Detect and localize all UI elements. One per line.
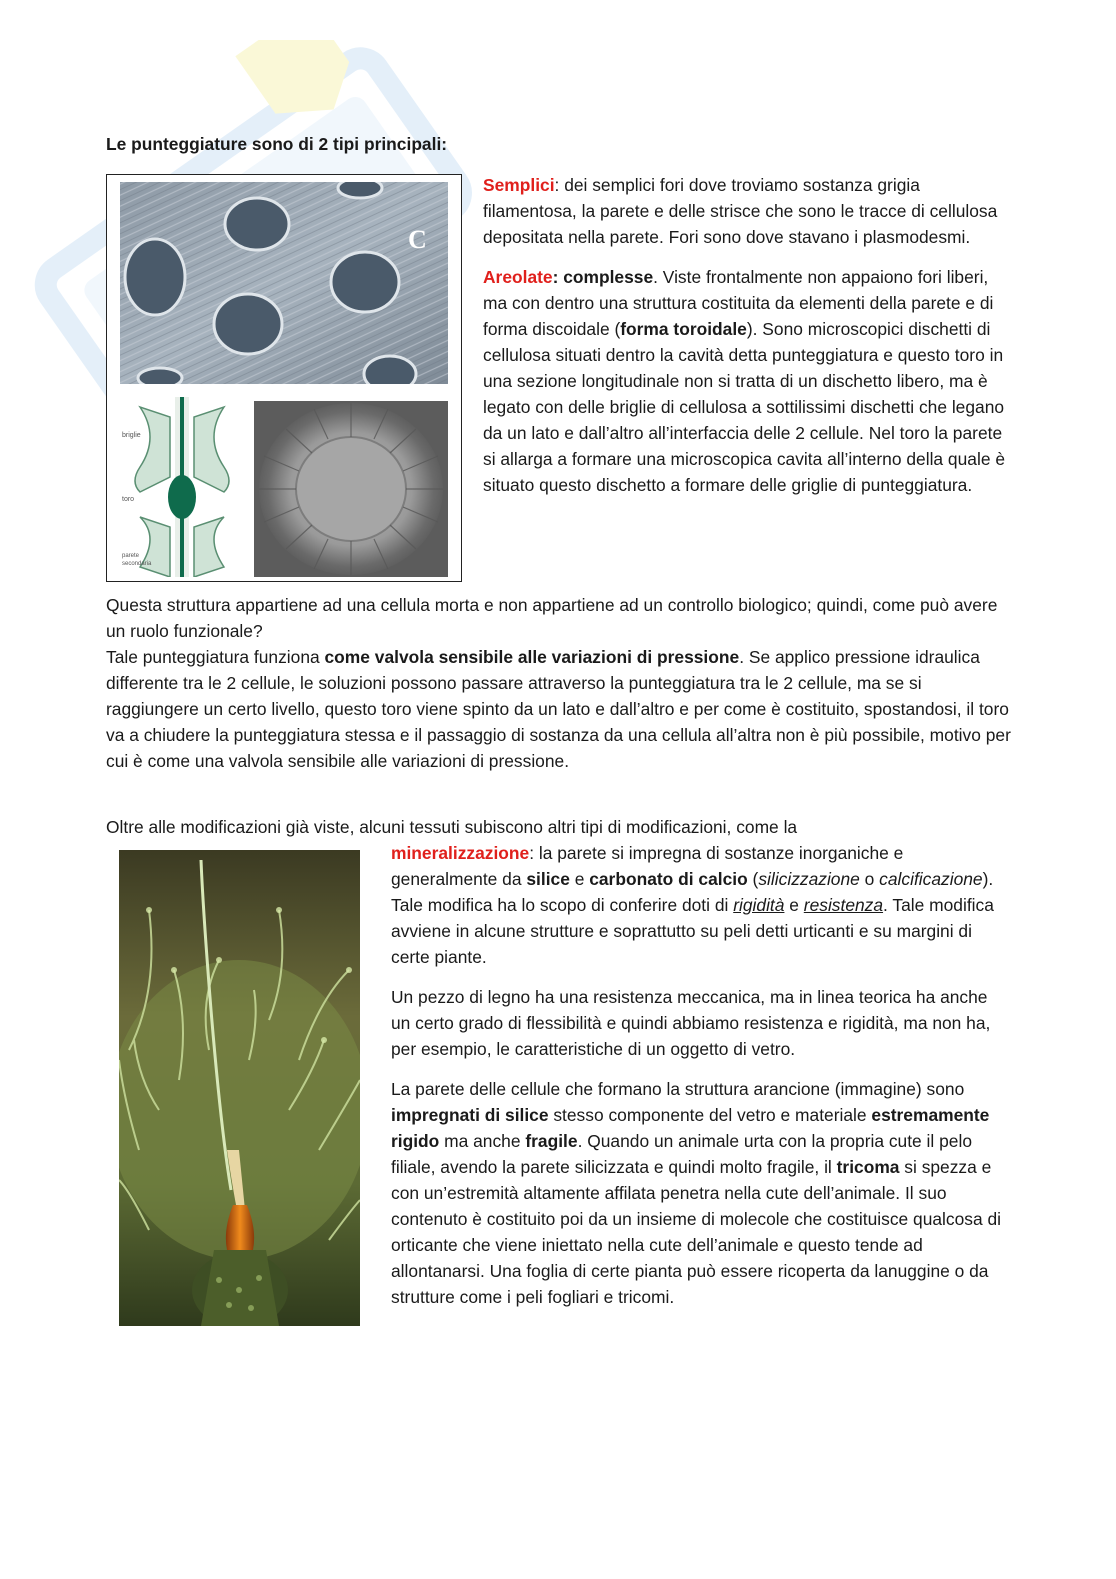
- label-secondaria: secondaria: [122, 561, 152, 567]
- sem-micrograph: [120, 182, 448, 384]
- pit-types-text: [483, 172, 1008, 498]
- term-areolate: Areolate: [483, 267, 553, 287]
- pit-figure: [106, 174, 462, 582]
- label-toro: toro: [122, 496, 135, 503]
- section-heading: Le punteggiature sono di 2 tipi principali:: [106, 134, 448, 154]
- pit-section-diagram: [120, 397, 244, 577]
- term-semplici: Semplici: [483, 175, 555, 195]
- pit-face-micrograph: [254, 401, 448, 577]
- term-forma-toroidale: forma toroidale: [620, 319, 747, 339]
- panel-letter: C: [408, 225, 427, 254]
- label-parete: parete: [122, 553, 140, 559]
- valve-explanation: [106, 592, 1011, 774]
- semplici-paragraph: Semplici: dei semplici fori dove troviamo sostanza grigia filamentosa, la parete e delle strisce che sono le tracce di cellulosa depositata nella parete. Fori sono dove stavano i plasmodesmi.: [483, 175, 998, 247]
- mineralizzazione-paragraph: mineralizzazione: la parete si impregna di sostanze inorganiche e generalmente da silice e carbonato di calcio (silicizzazione o calcificazione). Tale modifica ha lo scopo di conferire doti di rigidità e resistenza. Tale modifica avviene in alcune strutture e soprattutto su peli detti urticanti e su margini di certe piante.: [391, 843, 994, 967]
- valve-paragraph: Tale punteggiatura funziona come valvola sensibile alle variazioni di pressione. Se applico pressione idraulica differente tra le 2 cellule, le soluzioni possono passare attraverso la punteggiatura tra le 2 cellule, ma se si raggiungere un certo livello, questo toro viene spinto da un lato e dall’altro e per come è costituito, spostandosi, il toro va a chiudere la punteggiatura stessa e il passaggio di sostanza da una cellula all’altra non è più possibile, motivo per cui è come una valvola sensibile alle variazioni di pressione.: [106, 647, 1011, 771]
- mineralization-text: [391, 840, 1011, 1310]
- term-mineralizzazione: mineralizzazione: [391, 843, 530, 863]
- label-briglie: briglie: [122, 432, 141, 439]
- term-complesse: complesse: [563, 267, 654, 287]
- oltre-paragraph: Oltre alle modificazioni già viste, alcuni tessuti subiscono altri tipi di modificazioni, come la: [106, 817, 798, 837]
- trichome-photo: [119, 850, 360, 1326]
- question-paragraph: Questa struttura appartiene ad una cellula morta e non appartiene ad un controllo biologico; quindi, come può avere un ruolo funzionale?: [106, 595, 998, 641]
- legno-paragraph: Un pezzo di legno ha una resistenza meccanica, ma in linea teorica ha anche un certo grado di flessibilità e quindi abbiamo resistenza e rigidità, ma non ha, per esempio, le caratteristiche di un oggetto di vetro.: [391, 987, 991, 1059]
- areolate-paragraph: Areolate: complesse. Viste frontalmente non appaiono fori liberi, ma con dentro una struttura costituita da elementi della parete e di forma discoidale (forma toroidale). Sono microscopici dischetti di cellulosa situati dentro la cavità detta punteggiatura e questo toro in una sezione longitudinale non si tratta di un dischetto libero, ma è legato con delle briglie di cellulosa a sottilissimi dischetti che legano da un lato e dall’altro all’interfaccia delle 2 cellule. Nel toro la parete si allarga a formare una microscopica cavita all’interno della quale è situato questo dischetto a formare delle griglie di punteggiatura.: [483, 267, 1005, 495]
- parete-paragraph: La parete delle cellule che formano la struttura arancione (immagine) sono impregnati di silice stesso componente del vetro e materiale estremamente rigido ma anche fragile. Quando un animale urta con la propria cute il pelo filiale, avendo la parete silicizzata e quindi molto fragile, il tricoma si spezza e con un’estremità altamente affilata penetra nella cute dell’animale. Il suo contenuto è costituito poi da un insieme di molecole che costituisce qualcosa di orticante che viene iniettato nella cute dell’animale e questo tende ad allontanarsi. Una foglia di certe pianta può essere ricoperta da lanuggine o da strutture come i peli fogliari e tricomi.: [391, 1079, 1001, 1307]
